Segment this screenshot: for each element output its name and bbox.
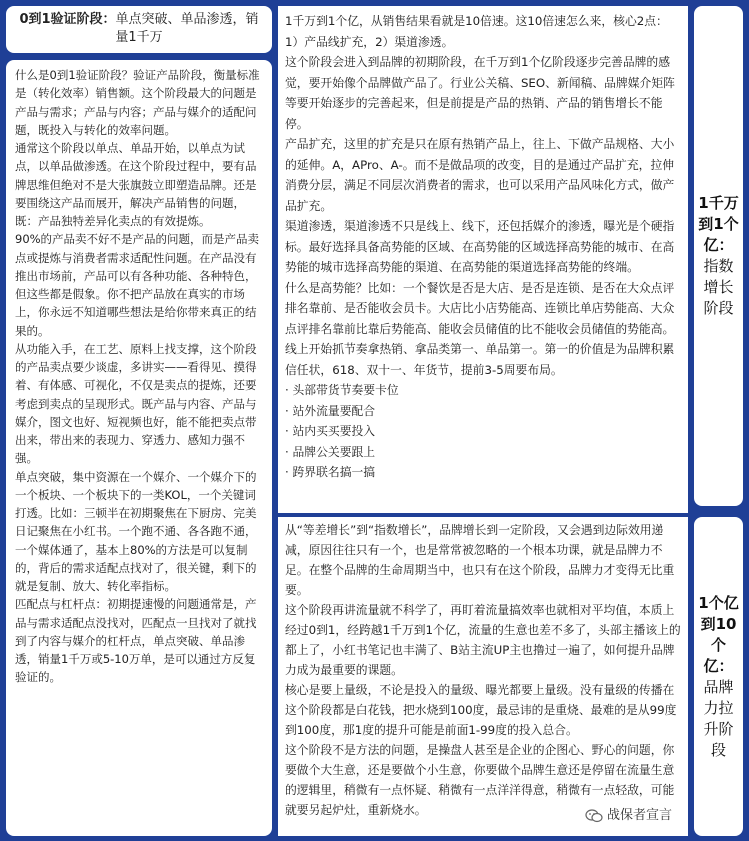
stage-number: 1千万到1个亿： <box>698 194 739 254</box>
middle-paragraph: 渠道渗透，渠道渗透不只是线上、线下，还包括媒介的渗透，曝光是个硬指标。最好选择具备高势能的区域、在高势能的区域选择高势能的城市、在高势能的城市选择高势能的渠道、在高势能的渠道选择高势能的终端。 <box>285 219 675 274</box>
bullet-item: · 头部带货节奏要卡位 <box>285 383 399 397</box>
left-header-subtitle: 单点突破、单品渗透，销量1千万 <box>115 12 259 45</box>
stage-number: 1个亿到10个亿： <box>698 593 739 675</box>
middle-paragraph: 从“等差增长”到“指数增长”，品牌增长到一定阶段，又会遇到边际效用递减，原因往往只有一个，也是常常被忽略的一个根本功课，就是品牌力不足。在整个品牌的生命周期当中，也只有在这个阶段，品牌力才变得无比重要。 <box>285 523 675 597</box>
bullet-item: · 站外流量要配合 <box>285 403 376 418</box>
watermark <box>583 806 674 826</box>
left-paragraph: 匹配点与杠杆点：初期提速慢的问题通常是，产品与需求适配点没找对，匹配点一旦找对了就找到了内容与媒介的杠杆点，单点突破、单品渗透，销量1千万或5-10万单，是可以通过方反复验证的。 <box>15 597 257 685</box>
middle-paragraph: 产品扩充，这里的扩充是只在原有热销产品上，往上、下做产品规格、大小的延伸。A，APro、A-。而不是做品项的改变，目的是通过产品扩充，拉伸消费分层，满足不同层次消费者的需求，也可以采用产品风味化方式，做产品扩充。 <box>285 137 675 213</box>
left-paragraph: 单点突破，集中资源在一个媒介、一个媒介下的一个板块、一个板块下的一类KOL，一个关键词打透。比如：三顿半在初期聚焦在下厨房、完美日记聚焦在小红书。一个跑不通、各各跑不通，一个媒体通了，基本上80%的方法是可以复制的，背后的需求适配点找对了，很关键，剩下的就是复制、放大、转化率指标。 <box>15 469 257 593</box>
bullet-item: · 跨界联名搞一搞 <box>285 465 376 479</box>
wechat-icon <box>585 809 603 823</box>
bullet-item: · 品牌公关要跟上 <box>285 444 376 459</box>
bullet-item: · 站内买买要投入 <box>285 424 376 438</box>
watermark-text: 战保者宣言 <box>606 808 672 823</box>
left-header <box>6 6 272 53</box>
middle-paragraph: 这个阶段不是方法的问题，是操盘人甚至是企业的企图心、野心的问题，你要做个大生意，还是要做个小生意，你要做个品牌生意还是停留在流量生意的逻辑里，稍微有一点怀疑、稍微有一点洋洋得意，稍微有一点轻敌，可能就要另起炉灶，重新烧水。 <box>285 743 675 817</box>
stage-label: 指数增长阶段 <box>703 257 734 317</box>
middle-paragraph: 这个阶段再讲流量就不科学了，再盯着流量搞效率也就相对平均值，本质上经过0到1，经跨越1千万到1个亿，流量的生意也差不多了，头部主播该上的都上了，小红书笔记也丰满了、B站主流UP主也撸过一遍了，如何提升品牌力成为最重要的课题。 <box>285 603 681 677</box>
stage-label-top <box>694 6 743 506</box>
left-body <box>6 60 272 836</box>
stage-label: 品牌力拉升阶段 <box>703 677 734 759</box>
middle-paragraph: 1千万到1个亿，从销售结果看就是10倍速。这10倍速怎么来，核心2点：1）产品线扩充，2）渠道渗透。 <box>285 14 668 49</box>
left-paragraph: 通常这个阶段以单点、单品开始，以单点为试点，以单品做渗透。在这个阶段过程中，要有品牌思维但绝对不是大张旗鼓立即塑造品牌。还是要围绕这产品而展开，解决产品销售的问题，既：产品独特差异化卖点的有效提炼。 <box>15 141 257 228</box>
middle-paragraph: 什么是高势能？比如：一个餐饮是否是大店、是否是连锁、是否在大众点评排名靠前、是否能收会员卡。大店比小店势能高、连锁比单店势能高、大众点评排名靠前比靠后势能高、能收会员储值的比不能收会员储值的势能高。 <box>285 280 675 336</box>
middle-paragraph: 线上开始抓节奏拿热销、拿品类第一、单品第一。第一的价值是为品牌积累信任状，618、双十一、年货节，提前3-5周要布局。 <box>285 342 675 377</box>
left-paragraph: 90%的产品卖不好不是产品的问题，而是产品卖点或提炼与消费者需求适配性问题。在产品没有推出市场前，产品可以有各种功能、各种特色，但这些都是假象。你不把产品放在真实的市场上，你永远不知道哪些想法是给你带来真正的结果的。 <box>15 232 260 338</box>
middle-top-panel <box>278 6 688 513</box>
middle-bottom-panel <box>278 517 688 836</box>
stage-label-bottom <box>694 517 743 836</box>
left-paragraph: 从功能入手，在工艺、原料上找支撑，这个阶段的产品卖点要少谈虚，多讲实——看得见、摸得着、有体感、可视化，不仅是卖点的提炼，还要考虑到卖点的呈现形式。既产品与内容、产品与媒介，图文也好、短视频也好，能不能把卖点带出来，带出来的表现力、穿透力、感知力强不强。 <box>15 341 257 466</box>
left-paragraph: 什么是0到1验证阶段？验证产品阶段，衡量标准是（转化效率）销售额。这个阶段最大的问题是产品与需求；产品与内容；产品与媒介的适配问题，既投入与转化的效率问题。 <box>15 68 260 137</box>
middle-paragraph: 核心是要上量级，不论是投入的量级、曝光都要上量级。没有量级的传播在这个阶段都是白花钱，把水烧到100度，最忌讳的是重烧、最难的是从99度到100度，那1度的提升可能是前面1-99度的投入总合。 <box>285 683 677 737</box>
middle-paragraph: 这个阶段会进入到品牌的初期阶段，在千万到1个亿阶段逐步完善品牌的感觉，要开始像个品牌做产品了。行业公关稿、SEO、新闻稿、品牌媒介矩阵等要开始逐步的完善起来，但是前提是产品的热销、产品的销售增长不能停。 <box>285 55 675 131</box>
left-header-title: 0到1验证阶段： <box>19 12 116 27</box>
